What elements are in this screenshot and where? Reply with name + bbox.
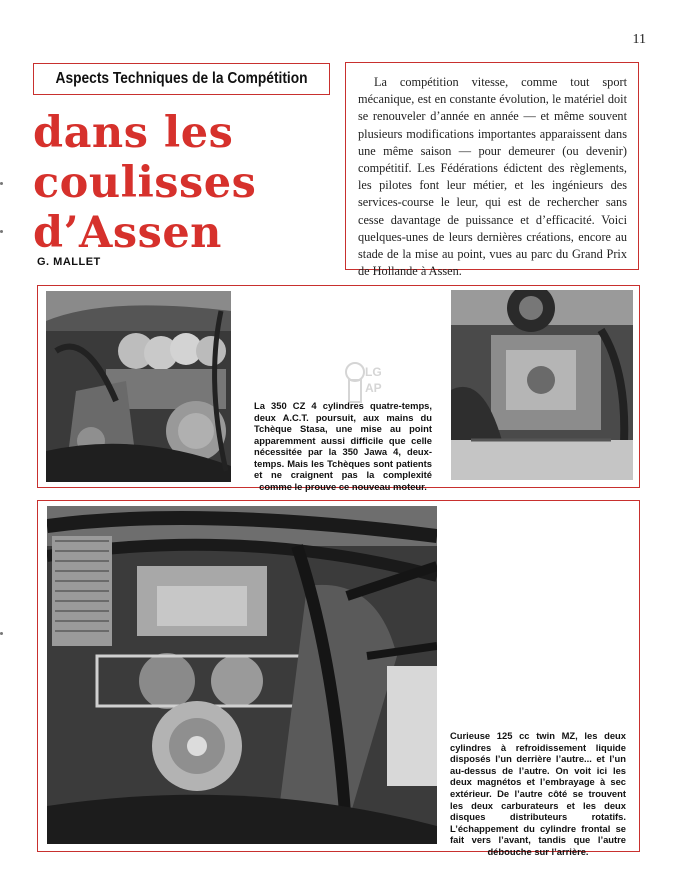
mz-engine-photo [47, 506, 437, 844]
cz-engine-detail-photo [451, 290, 633, 480]
headline-line-1: dans les [33, 108, 234, 158]
article-headline [33, 108, 333, 258]
headline-line-3: d’Assen [33, 208, 222, 258]
cz-engine-photo [46, 291, 231, 482]
caption-mz-engine: Curieuse 125 cc twin MZ, les deux cylindres à refroidissement liquide disposés l’un derrière l’autre... et l’un au-dessus de l’autre. On voit ici les deux magnétos et l’embrayage à sec extérieur. De l’autre côté se trouvent les deux carburateurs et les deux disques distributeurs rotatifs. L’échappement du cylindre frontal se fait vers l’avant, tandis que l’autre débouche sur l’arrière. [450, 730, 626, 857]
svg-text:LG: LG [365, 365, 382, 379]
mz-engine-image [47, 506, 437, 844]
headline-line-2: coulisses [33, 158, 257, 208]
section-kicker: Aspects Techniques de la Compétition [55, 70, 308, 87]
cz-engine-detail-image [451, 290, 633, 480]
watermark-logo-icon [343, 358, 383, 406]
intro-box [345, 62, 639, 279]
scan-mark [0, 632, 3, 635]
scan-mark [0, 230, 3, 233]
section-kicker-box [33, 63, 330, 95]
cz-engine-image [46, 291, 231, 482]
page-number: 11 [632, 32, 646, 47]
author-byline: G. MALLET [37, 256, 101, 268]
intro-paragraph: La compétition vitesse, comme tout sport mécanique, est en constante évolution, le matériel doit se renouveler d’année en année — et même souvent plusieurs modifications importantes apparaissent dans une même saison — pour demeurer (ou devenir) compétitif. Les Fédérations édictent des règlements, les pilotes font leur métier, et les ingénieurs des services-course le leur, qui est de rechercher sans cesse davantage de puissance et d’efficacité. Voici quelques-unes de leurs dernières créations, encore au stade de la mise au point, vues au parc du Grand Prix de Hollande à Assen. [358, 75, 627, 279]
caption-cz-engine: La 350 CZ 4 cylindres quatre-temps, deux A.C.T. poursuit, aux mains du Tchèque Stasa, une mise au point apparemment aussi difficile que celle nécessitée par la 350 Jawa 4, deux-temps. Mais les Tchèques sont patients et ne craignent pas la complexité comme le prouve ce nouveau moteur. [254, 400, 432, 492]
scan-mark [0, 182, 3, 185]
svg-text:AP: AP [365, 381, 382, 395]
